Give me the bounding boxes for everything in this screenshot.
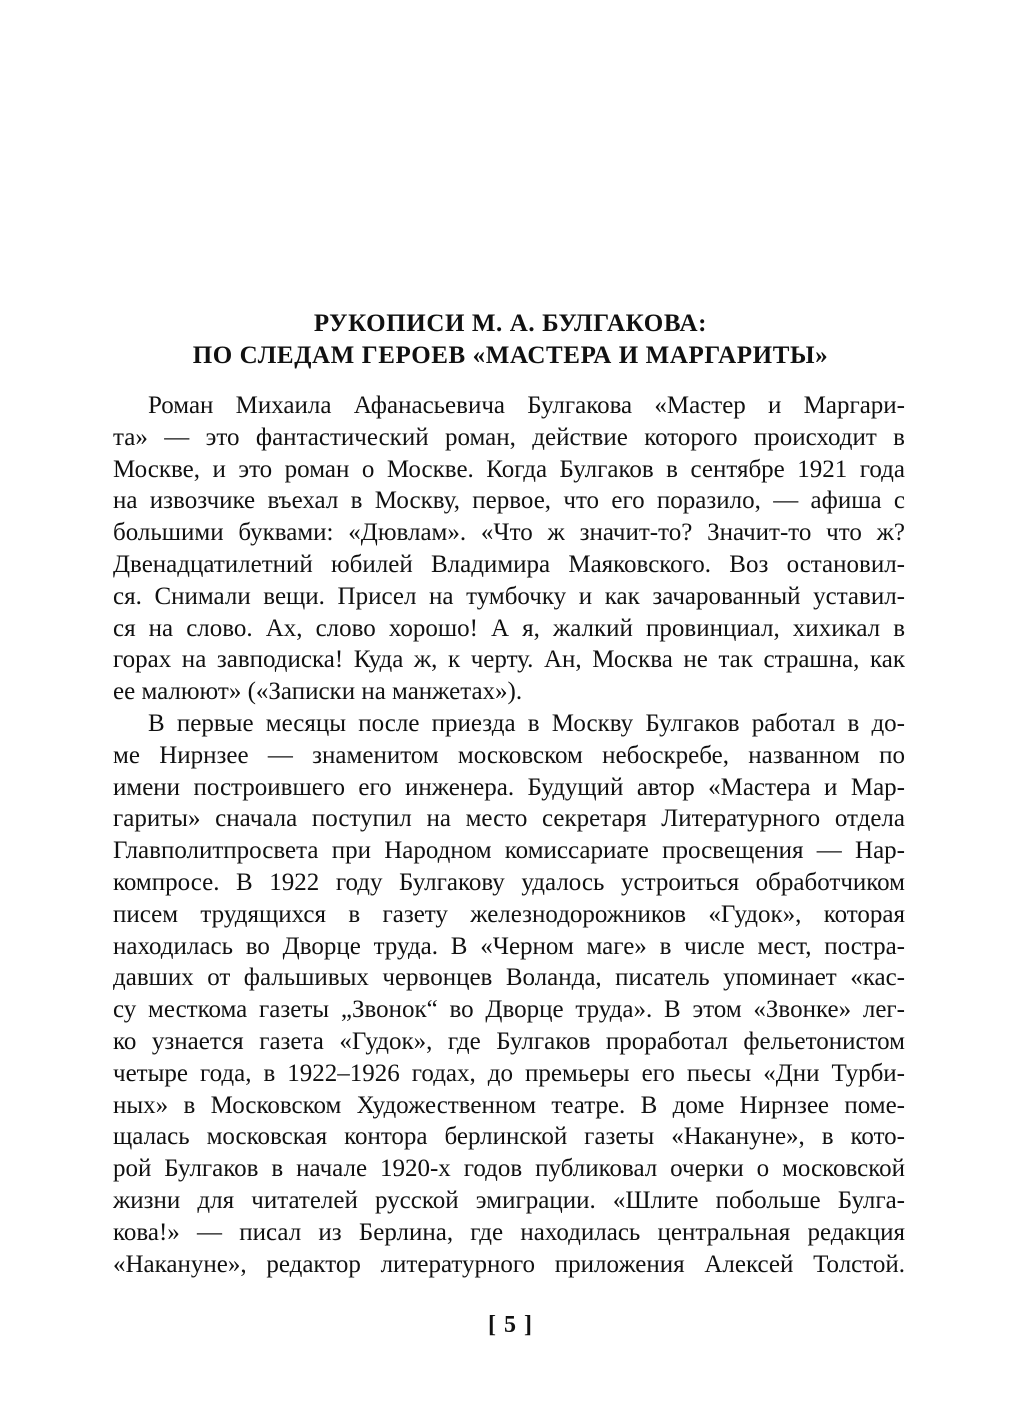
text-line: щалась московская контора берлинской газеты «Накануне», в кото- xyxy=(113,1123,905,1151)
page-number: [ 5 ] xyxy=(488,1312,533,1338)
text-line: писем трудящихся в газету железнодорожников «Гудок», которая xyxy=(113,900,905,928)
text-line: Москве, и это роман о Москве. Когда Булгаков в сентябре 1921 года xyxy=(113,455,905,483)
chapter-title-line-2: ПО СЛЕДАМ ГЕРОЕВ «МАСТЕРА И МАРГАРИТЫ» xyxy=(192,342,829,369)
chapter-title-line-1: РУКОПИСИ М. А. БУЛГАКОВА: xyxy=(313,310,708,337)
text-line: имени построившего его инженера. Будущий автор «Мастера и Мар- xyxy=(113,773,905,801)
text-line: Двенадцатилетний юбилей Владимира Маяковского. Воз остановил- xyxy=(113,550,905,578)
text-line: четыре года, в 1922–1926 годах, до премьеры его пьесы «Дни Турби- xyxy=(113,1059,905,1087)
text-line: ных» в Московском Художественном театре. В доме Нирнзее поме- xyxy=(113,1091,905,1119)
text-line: находилась во Дворце труда. В «Черном маге» в числе мест, постра- xyxy=(113,932,905,960)
text-line: Главполитпросвета при Народном комиссариате просвещения — Нар- xyxy=(113,837,905,865)
text-line: ее малюют» («Записки на манжетах»). xyxy=(113,678,523,706)
text-line: компросе. В 1922 году Булгакову удалось устроиться обработчиком xyxy=(113,868,905,896)
text-line: су месткома газеты „Звонок“ во Дворце труда». В этом «Звонке» лег- xyxy=(113,996,905,1024)
text-line: горах на завподиска! Куда ж, к черту. Ан, Москва не так страшна, как xyxy=(113,646,905,674)
paragraph-2 xyxy=(113,708,905,1280)
text-line: рой Булгаков в начале 1920-х годов публиковал очерки о московской xyxy=(113,1155,905,1183)
text-line: В первые месяцы после приезда в Москву Булгаков работал в до- xyxy=(148,709,905,737)
chapter-title xyxy=(0,308,1021,372)
body-text xyxy=(113,390,905,1280)
text-line: ко узнается газета «Гудок», где Булгаков проработал фельетонистом xyxy=(113,1027,905,1055)
text-line: жизни для читателей русской эмиграции. «Шлите побольше Булга- xyxy=(113,1186,905,1214)
paragraph-1 xyxy=(113,390,905,708)
text-line: «Накануне», редактор литературного приложения Алексей Толстой. xyxy=(113,1250,905,1278)
text-line: давших от фальшивых червонцев Воланда, писатель упоминает «кас- xyxy=(113,964,905,992)
text-line: на извозчике въехал в Москву, первое, что его поразило, — афиша с xyxy=(113,487,905,515)
text-line: ся. Снимали вещи. Присел на тумбочку и как зачарованный уставил- xyxy=(113,582,905,610)
text-line: кова!» — писал из Берлина, где находилась центральная редакция xyxy=(113,1218,905,1246)
text-line: большими буквами: «Дювлам». «Что ж значит-то? Значит-то что ж? xyxy=(113,519,905,547)
text-line: гариты» сначала поступил на место секретаря Литературного отдела xyxy=(113,805,905,833)
text-line: ме Нирнзее — знаменитом московском небоскребе, названном по xyxy=(113,741,905,769)
text-line: та» — это фантастический роман, действие которого происходит в xyxy=(113,423,905,451)
text-line: Роман Михаила Афанасьевича Булгакова «Мастер и Маргари- xyxy=(148,392,905,419)
text-line: ся на слово. Ах, слово хорошо! А я, жалкий провинциал, хихикал в xyxy=(113,614,905,642)
